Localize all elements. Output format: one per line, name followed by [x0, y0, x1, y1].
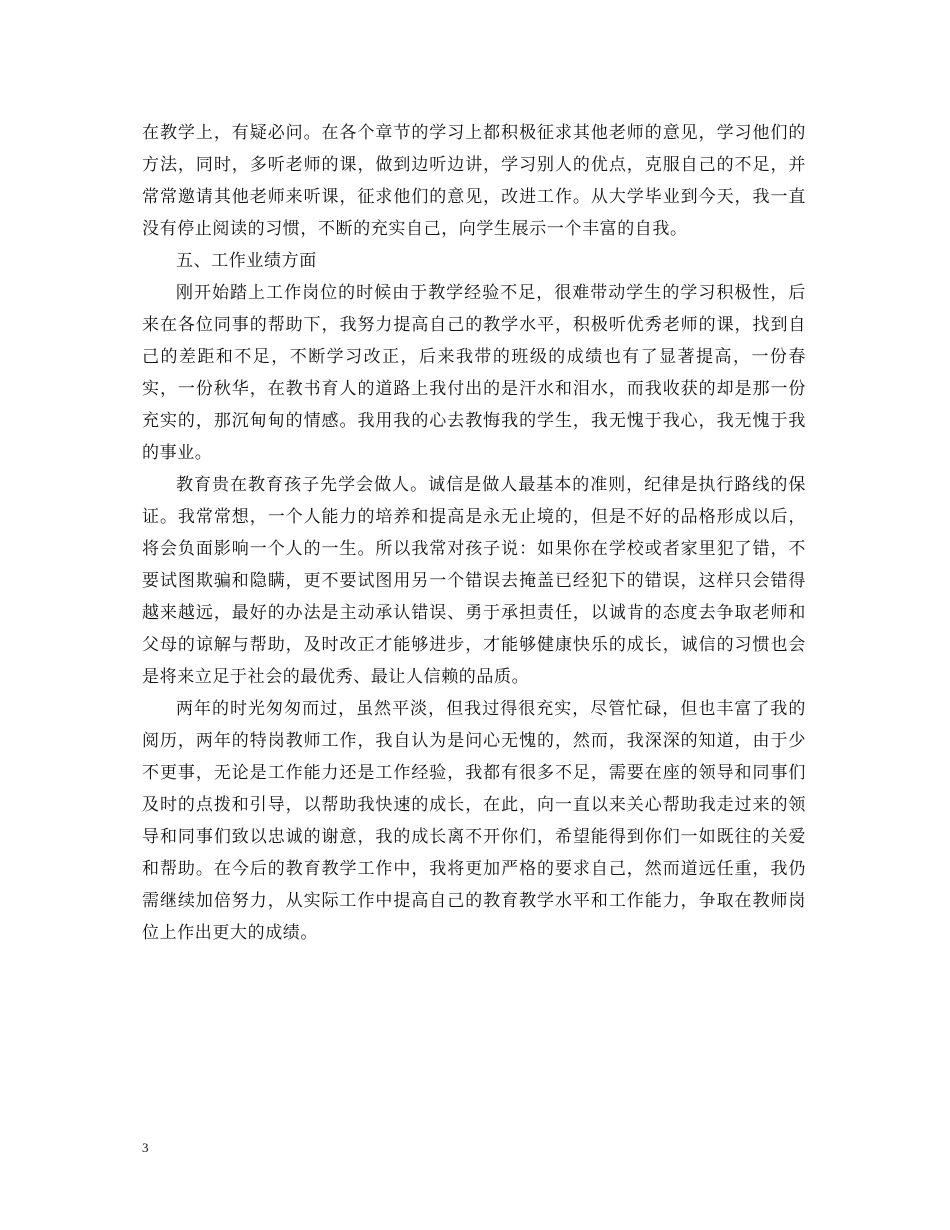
paragraph-moral-education: 教育贵在教育孩子先学会做人。诚信是做人最基本的准则，纪律是执行路线的保证。我常常想，一个人能力的培养和提高是永无止境的，但是不好的品格形成以后，将会负面影响一个人的一生。所以我常对孩子说：如果你在学校或者家里犯了错，不要试图欺骗和隐瞒，更不要试图用另一个错误去掩盖已经犯下的错误，这样只会错得越来越远，最好的办法是主动承认错误、勇于承担责任，以诚肯的态度去争取老师和父母的谅解与帮助，及时改正才能够进步，才能够健康快乐的成长，诚信的习惯也会是将来立足于社会的最优秀、最让人信赖的品质。: [142, 475, 806, 687]
paragraph-conclusion: 两年的时光匆匆而过，虽然平淡，但我过得很充实，尽管忙碌，但也丰富了我的阅历，两年的特岗教师工作，我自认为是问心无愧的，然而，我深深的知道，由于少不更事，无论是工作能力还是工作经验，我都有很多不足，需要在座的领导和同事们及时的点拨和引导，以帮助我快速的成长，在此，向一直以来关心帮助我走过来的领导和同事们致以忠诚的谢意，我的成长离不开你们，希望能得到你们一如既往的关爱和帮助。在今后的教育教学工作中，我将更加严格的要求自己，然而道远任重，我仍需继续加倍努力，从实际工作中提高自己的教育教学水平和工作能力，争取在教师岗位上作出更大的成绩。: [142, 699, 806, 943]
paragraph-teaching-learning: 在教学上，有疑必问。在各个章节的学习上都积极征求其他老师的意见，学习他们的方法，同时，多听老师的课，做到边听边讲，学习别人的优点，克服自己的不足，并常常邀请其他老师来听课，征求他们的意见，改进工作。从大学毕业到今天，我一直没有停止阅读的习惯，不断的充实自己，向学生展示一个丰富的自我。: [142, 123, 806, 239]
page-number: 3: [142, 1140, 149, 1155]
section-heading-work-performance: 五、工作业绩方面: [176, 251, 317, 271]
paragraph-work-performance: 刚开始踏上工作岗位的时候由于教学经验不足，很难带动学生的学习积极性，后来在各位同事的帮助下，我努力提高自己的教学水平，积极听优秀老师的课，找到自己的差距和不足，不断学习改正，后来我带的班级的成绩也有了显著提高，一份春实，一份秋华，在教书育人的道路上我付出的是汗水和泪水，而我收获的却是那一份充实的，那沉甸甸的情感。我用我的心去教悔我的学生，我无愧于我心，我无愧于我的事业。: [142, 283, 806, 463]
document-body: [142, 117, 806, 949]
